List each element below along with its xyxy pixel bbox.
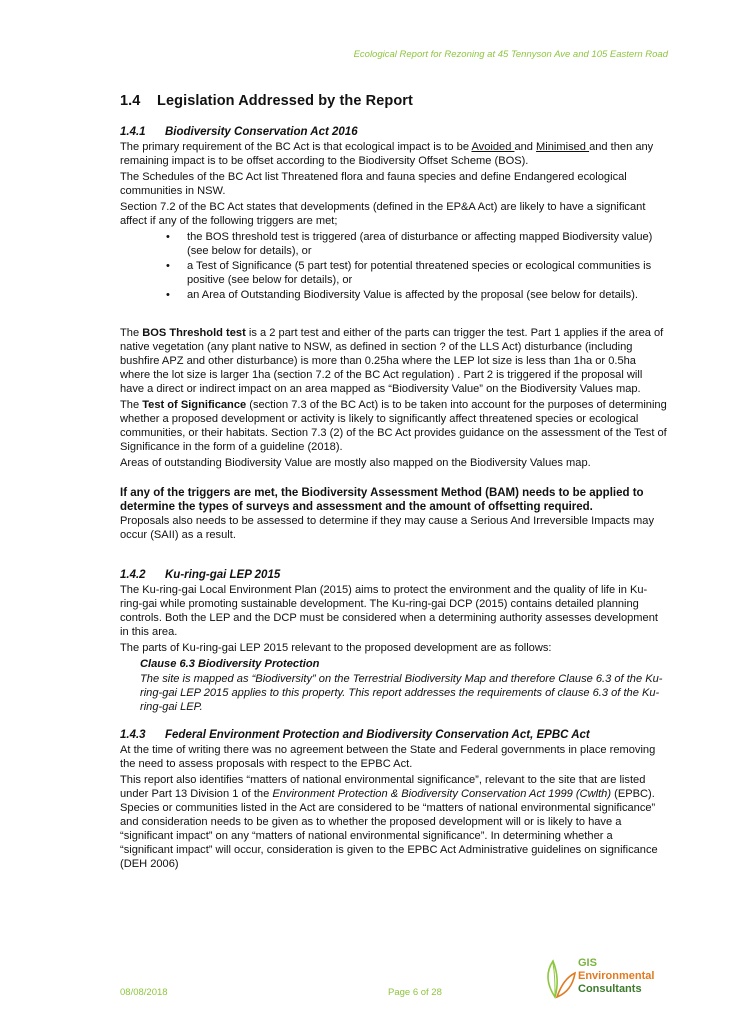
subsection-number: 1.4.3 — [120, 729, 146, 741]
logo-line-1: GIS — [578, 957, 597, 969]
logo-text — [578, 957, 654, 996]
subsection-heading-1-4-3 — [120, 728, 667, 742]
subsection-title: Ku-ring-gai LEP 2015 — [165, 569, 281, 581]
paragraph-epbc-agreement: At the time of writing there was no agreement between the State and Federal governments in place removing the need to assess proposals with respect to the EPBC Act. — [120, 744, 656, 770]
paragraph-test-of-significance — [120, 398, 667, 454]
list-item: • a Test of Significance (5 part test) for potential threatened species or ecological communities is positive (see below for details), or — [187, 259, 667, 287]
bold-term: Test of Significance — [142, 399, 247, 411]
logo-line-2: Environmental — [578, 970, 655, 982]
list-item: • the BOS threshold test is triggered (area of disturbance or affecting mapped Biodiversity value) (see below for details), or — [187, 230, 667, 258]
paragraph-lep-intro: The Ku-ring-gai Local Environment Plan (2015) aims to protect the environment and the quality of life in Ku-ring-gai while promoting sustainable development. The Ku-ring-gai DCP (2015) contains detailed planning controls. Both the LEP and the DCP must be considered when a determining authority assesses development in this area. — [120, 584, 658, 638]
bold-term: BOS Threshold test — [142, 327, 246, 339]
paragraph-section-7-2: Section 7.2 of the BC Act states that developments (defined in the EP&A Act) are likely to have a significant affect if any of the following triggers are met; — [120, 201, 646, 227]
trigger-list — [120, 230, 667, 302]
bold-text: If any of the triggers are met, the Biodiversity Assessment Method (BAM) needs to be applied to determine the types of surveys and assessment and the amount of offsetting required. — [120, 487, 644, 513]
underlined-avoided: Avoided — [471, 141, 515, 153]
paragraph-schedules: The Schedules of the BC Act list Threatened flora and fauna species and define Endangered ecological communities in NSW. — [120, 171, 627, 197]
text-run: (EPBC). Species or communities listed in the Act are considered to be “matters of national environmental significance” and consideration needs to be given as to whether the proposed development will or is likely to have a “significant impact” on any “matters of national environmental significance”. In determining whether a “significant impact” will occur, consideration is given to the EPBC Act Administrative guidelines on significance (DEH 2006) — [120, 788, 658, 870]
section-number: 1.4 — [120, 93, 141, 109]
subsection-number: 1.4.1 — [120, 126, 146, 138]
subsection-title: Federal Environment Protection and Biodiversity Conservation Act, EPBC Act — [165, 729, 590, 741]
text-run: This report also identifies “matters of national environmental significance”, relevant to the site that are listed under Part 13 Division 1 of the — [120, 774, 646, 800]
footer-page-number: Page 6 of 28 — [388, 987, 442, 998]
company-logo — [541, 955, 671, 1000]
paragraph-bos-threshold — [120, 326, 667, 396]
paragraph-outstanding-value: Areas of outstanding Biodiversity Value are mostly also mapped on the Biodiversity Values map. — [120, 457, 591, 469]
paragraph-bc-act-requirement — [120, 140, 667, 168]
text-run: and — [514, 141, 537, 153]
text-run: (section 7.3 of the BC Act) is to be taken into account for the purposes of determining whether a proposed development or activity is likely to significantly affect threatened species or ecological communities, or their habitats. Section 7.3 (2) of the BC Act provides guidance on the assessment of the Test of Significance in the form of a guideline (2018). — [120, 399, 667, 453]
list-item: • an Area of Outstanding Biodiversity Value is affected by the proposal (see below for details). — [187, 288, 667, 302]
paragraph-bam-bold — [120, 486, 667, 514]
clause-title-text: Clause 6.3 Biodiversity Protection — [140, 658, 320, 670]
running-header: Ecological Report for Rezoning at 45 Tennyson Ave and 105 Eastern Road — [353, 49, 668, 60]
section-heading-1-4 — [120, 94, 667, 108]
italic-act-name: Environment Protection & Biodiversity Conservation Act 1999 (Cwlth) — [272, 788, 612, 800]
text-run: The — [120, 399, 143, 411]
paragraph-saii: Proposals also needs to be assessed to determine if they may cause a Serious And Irreversible Impacts may occur (SAII) as a result. — [120, 515, 655, 541]
subsection-title: Biodiversity Conservation Act 2016 — [165, 126, 358, 138]
page-content — [120, 94, 667, 873]
underlined-minimised: Minimised — [536, 141, 590, 153]
section-title: Legislation Addressed by the Report — [157, 93, 413, 109]
subsection-number: 1.4.2 — [120, 569, 146, 581]
subsection-heading-1-4-1 — [120, 125, 667, 139]
text-run: and then any remaining impact is to be offset according to the Biodiversity Offset Scheme (BOS). — [120, 141, 654, 167]
subsection-heading-1-4-2 — [120, 568, 667, 582]
clause-text: The site is mapped as “Biodiversity” on the Terrestrial Biodiversity Map and therefore Clause 6.3 of the Ku-ring-gai LEP 2015 applies to this property. This report addresses the requirements of clause 6.3 of the Ku-ring-gai LEP. — [140, 673, 663, 713]
footer-date: 08/08/2018 — [120, 987, 168, 998]
clause-title — [140, 657, 667, 671]
paragraph-lep-parts: The parts of Ku-ring-gai LEP 2015 relevant to the proposed development are as follows: — [120, 642, 552, 654]
text-run: is a 2 part test and either of the parts can trigger the test. Part 1 applies if the area of native vegetation (any plant native to NSW, as defined in section ? of the LLS Act) disturbance (including bushfire APZ and other disturbance) is more than 0.25ha where the LEP lot size is less than 1ha or 0.5ha where the lot size is larger 1ha (section 7.2 of the BC Act regulation) . Part 2 is triggered if the proposal will have a direct or indirect impact on an area mapped as “Biodiversity Value” on the Biodiversity Values map. — [120, 327, 664, 395]
logo-line-3: Consultants — [578, 983, 642, 995]
paragraph-epbc-matters — [120, 773, 667, 871]
text-run: The — [120, 327, 143, 339]
leaf-icon — [541, 955, 577, 999]
text-run: The primary requirement of the BC Act is that ecological impact is to be — [120, 141, 472, 153]
